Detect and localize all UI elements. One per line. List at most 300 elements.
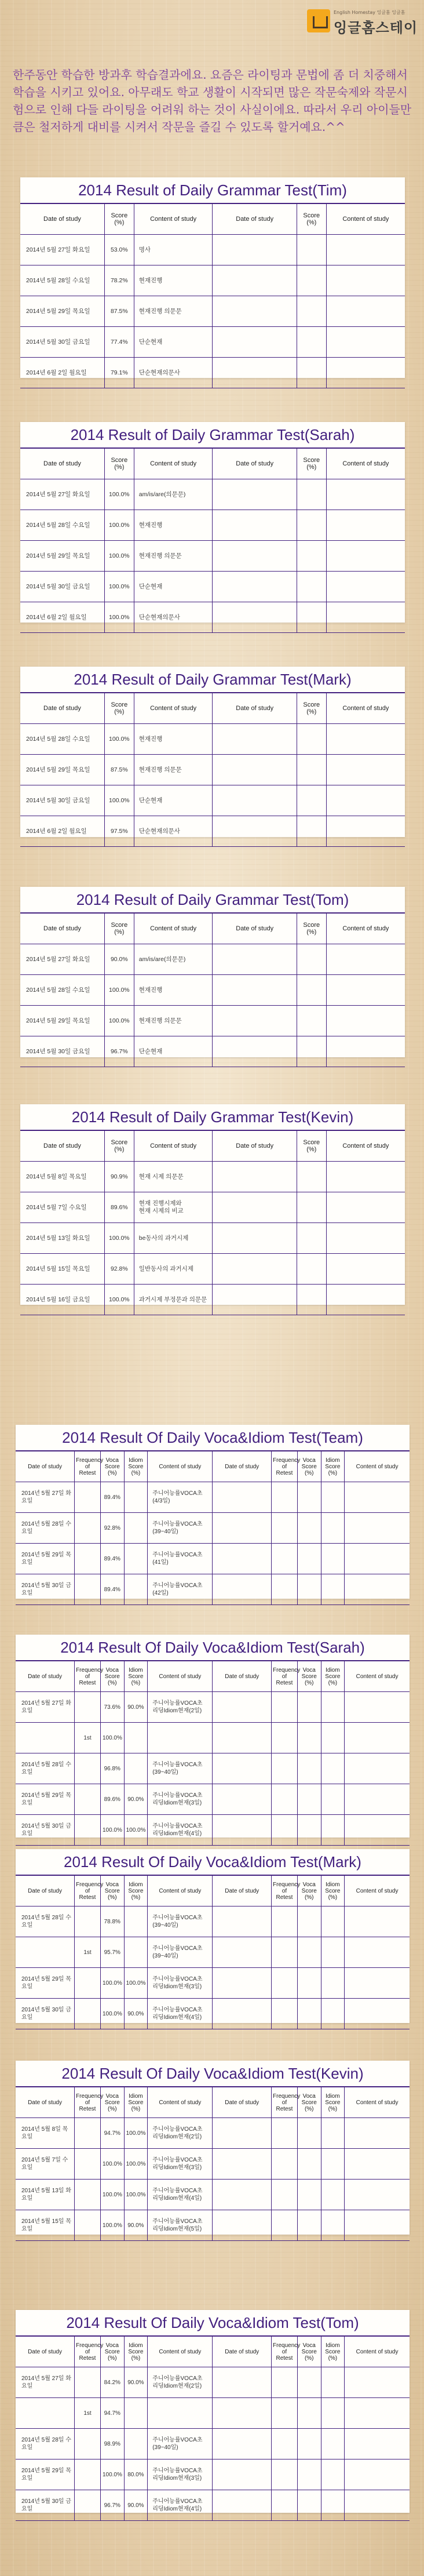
empty-cell	[213, 602, 297, 633]
retest-frequency-cell	[75, 1906, 101, 1937]
empty-cell	[213, 1223, 297, 1254]
empty-cell	[213, 816, 297, 847]
empty-cell	[297, 1254, 326, 1285]
column-header: Frequency of Retest	[75, 2087, 101, 2118]
content-cell: 주니어능률VOCA초 리딩Idiom현재(4일)	[148, 1815, 213, 1846]
empty-cell	[321, 1784, 345, 1815]
voca-score-cell: 100.0%	[100, 1815, 124, 1846]
content-cell: 주니어능률VOCA초 리딩Idiom현재(4일)	[148, 2490, 213, 2521]
empty-cell	[272, 2429, 298, 2459]
content-cell: 단순현재의문사	[134, 602, 213, 633]
empty-cell	[321, 2459, 345, 2490]
score-cell: 100.0%	[104, 724, 134, 755]
idiom-score-cell: 90.0%	[124, 2210, 148, 2241]
empty-cell	[297, 510, 326, 541]
empty-cell	[345, 1937, 410, 1968]
card-title: 2014 Result of Daily Grammar Test(Tim)	[20, 177, 405, 204]
empty-cell	[326, 1162, 405, 1192]
empty-cell	[272, 1544, 298, 1574]
grammar-result-card	[20, 1104, 405, 1305]
empty-cell	[297, 1906, 321, 1937]
column-header: Date of study	[20, 914, 104, 944]
column-header: Date of study	[16, 2337, 75, 2367]
retest-frequency-cell	[75, 1753, 101, 1784]
score-cell: 100.0%	[104, 510, 134, 541]
idiom-score-cell	[124, 1753, 148, 1784]
content-cell: 단순현재	[134, 785, 213, 816]
empty-cell	[345, 1723, 410, 1753]
empty-cell	[272, 1574, 298, 1605]
column-header: Content of study	[326, 1131, 405, 1162]
empty-cell	[213, 1574, 272, 1605]
empty-cell	[297, 265, 326, 296]
score-cell: 100.0%	[104, 1223, 134, 1254]
empty-cell	[326, 816, 405, 847]
column-header: Content of study	[326, 204, 405, 235]
column-header: Date of study	[213, 2087, 272, 2118]
card-title: 2014 Result of Daily Grammar Test(Tom)	[20, 887, 405, 914]
table-row	[20, 1254, 405, 1285]
voca-result-table	[16, 1451, 410, 1605]
empty-cell	[213, 2118, 272, 2149]
column-header: Frequency of Retest	[75, 1451, 101, 1482]
empty-cell	[297, 975, 326, 1006]
study-date-cell: 2014년 5월 15일 목요일	[20, 1254, 104, 1285]
column-header: Date of study	[20, 1131, 104, 1162]
table-row	[16, 1815, 410, 1846]
grammar-result-card	[20, 887, 405, 1057]
score-cell: 53.0%	[104, 235, 134, 265]
voca-score-cell: 73.6%	[100, 1692, 124, 1723]
idiom-score-cell	[124, 1937, 148, 1968]
voca-result-table	[16, 2337, 410, 2521]
logo-tagline: English Homestay 잉글홈 잉글홈	[334, 10, 405, 15]
retest-frequency-cell	[75, 1574, 101, 1605]
empty-cell	[272, 2149, 298, 2180]
table-header-row	[16, 1876, 410, 1906]
empty-cell	[213, 975, 297, 1006]
empty-cell	[326, 358, 405, 388]
empty-cell	[272, 1753, 298, 1784]
empty-cell	[326, 755, 405, 785]
voca-result-table	[16, 1876, 410, 2029]
empty-cell	[213, 572, 297, 602]
empty-cell	[345, 2398, 410, 2429]
table-header-row	[20, 204, 405, 235]
table-row	[20, 724, 405, 755]
column-header: Frequency of Retest	[272, 2337, 298, 2367]
column-header: Voca Score (%)	[297, 1661, 321, 1692]
grammar-result-card	[20, 177, 405, 378]
table-row	[20, 479, 405, 510]
voca-score-cell: 100.0%	[100, 1968, 124, 1999]
empty-cell	[321, 1906, 345, 1937]
empty-cell	[213, 755, 297, 785]
column-header: Content of study	[326, 449, 405, 479]
empty-cell	[326, 975, 405, 1006]
idiom-score-cell: 100.0%	[124, 1815, 148, 1846]
empty-cell	[213, 1723, 272, 1753]
column-header: Score (%)	[104, 914, 134, 944]
empty-cell	[213, 944, 297, 975]
content-cell: 단순현재의문사	[134, 816, 213, 847]
empty-cell	[297, 1285, 326, 1315]
table-header-row	[20, 1131, 405, 1162]
empty-cell	[297, 572, 326, 602]
table-row	[20, 265, 405, 296]
empty-cell	[345, 1999, 410, 2029]
study-date-cell: 2014년 5월 27일 화요일	[20, 944, 104, 975]
table-row	[20, 1223, 405, 1254]
empty-cell	[297, 1544, 321, 1574]
content-cell: 주니어능률VOCA초 (42일)	[148, 1574, 213, 1605]
column-header: Content of study	[148, 1661, 213, 1692]
content-cell: 현재진행	[134, 724, 213, 755]
empty-cell	[297, 755, 326, 785]
empty-cell	[345, 2367, 410, 2398]
voca-result-card	[16, 1425, 410, 1599]
voca-score-cell: 100.0%	[100, 2210, 124, 2241]
voca-score-cell: 100.0%	[100, 2180, 124, 2210]
study-date-cell: 2014년 5월 15일 목요일	[16, 2210, 75, 2241]
table-row	[20, 602, 405, 633]
table-header-row	[20, 693, 405, 724]
column-header: Voca Score (%)	[100, 1661, 124, 1692]
study-date-cell: 2014년 5월 30일 금요일	[16, 1999, 75, 2029]
table-row	[20, 327, 405, 358]
empty-cell	[297, 2180, 321, 2210]
empty-cell	[272, 1482, 298, 1513]
table-row	[16, 1937, 410, 1968]
score-cell: 100.0%	[104, 1006, 134, 1036]
retest-frequency-cell	[75, 1968, 101, 1999]
empty-cell	[272, 1692, 298, 1723]
study-date-cell: 2014년 5월 30일 금요일	[20, 1036, 104, 1067]
column-header: Voca Score (%)	[100, 1451, 124, 1482]
empty-cell	[213, 1513, 272, 1544]
study-date-cell: 2014년 5월 16일 금요일	[20, 1285, 104, 1315]
content-cell: 현재진행 의문문	[134, 541, 213, 572]
column-header: Content of study	[345, 2087, 410, 2118]
content-cell: 현재진행	[134, 975, 213, 1006]
column-header: Date of study	[20, 449, 104, 479]
idiom-score-cell: 100.0%	[124, 2149, 148, 2180]
empty-cell	[213, 2459, 272, 2490]
study-date-cell: 2014년 5월 28일 수요일	[20, 265, 104, 296]
empty-cell	[326, 510, 405, 541]
empty-cell	[321, 1544, 345, 1574]
score-cell: 100.0%	[104, 479, 134, 510]
study-date-cell: 2014년 5월 28일 수요일	[16, 1906, 75, 1937]
study-date-cell: 2014년 5월 29일 목요일	[20, 755, 104, 785]
table-row	[16, 2459, 410, 2490]
card-title: 2014 Result Of Daily Voca&Idiom Test(Team)	[16, 1425, 410, 1451]
retest-frequency-cell	[75, 2210, 101, 2241]
empty-cell	[321, 1574, 345, 1605]
score-cell: 97.5%	[104, 816, 134, 847]
empty-cell	[213, 1036, 297, 1067]
empty-cell	[213, 2149, 272, 2180]
study-date-cell: 2014년 5월 27일 화요일	[16, 1692, 75, 1723]
column-header: Frequency of Retest	[272, 1451, 298, 1482]
voca-score-cell: 89.4%	[100, 1574, 124, 1605]
voca-score-cell: 89.4%	[100, 1482, 124, 1513]
score-cell: 87.5%	[104, 755, 134, 785]
content-cell: 주니어능률VOCA초 (39~40일)	[148, 1513, 213, 1544]
table-row	[16, 2367, 410, 2398]
column-header: Date of study	[213, 914, 297, 944]
empty-cell	[297, 1574, 321, 1605]
content-cell: 주니어능률VOCA초 리딩Idiom현재(2일)	[148, 2367, 213, 2398]
empty-cell	[297, 358, 326, 388]
column-header: Score (%)	[297, 449, 326, 479]
study-date-cell: 2014년 5월 29일 목요일	[20, 541, 104, 572]
empty-cell	[326, 296, 405, 327]
empty-cell	[345, 1753, 410, 1784]
voca-score-cell: 95.7%	[100, 1937, 124, 1968]
empty-cell	[326, 479, 405, 510]
column-header: Date of study	[213, 1451, 272, 1482]
column-header: Date of study	[16, 1876, 75, 1906]
table-row	[16, 2490, 410, 2521]
empty-cell	[297, 2149, 321, 2180]
idiom-score-cell: 100.0%	[124, 2118, 148, 2149]
empty-cell	[213, 1692, 272, 1723]
table-row	[20, 572, 405, 602]
empty-cell	[326, 572, 405, 602]
empty-cell	[326, 1036, 405, 1067]
idiom-score-cell	[124, 1574, 148, 1605]
table-row	[20, 975, 405, 1006]
table-row	[16, 2398, 410, 2429]
table-row	[16, 2180, 410, 2210]
empty-cell	[213, 2180, 272, 2210]
study-date-cell: 2014년 5월 28일 수요일	[16, 2429, 75, 2459]
empty-cell	[297, 944, 326, 975]
voca-score-cell: 84.2%	[100, 2367, 124, 2398]
empty-cell	[297, 1815, 321, 1846]
empty-cell	[272, 1937, 298, 1968]
content-cell: 주니어능률VOCA초 리딩Idiom현재(3일)	[148, 1784, 213, 1815]
content-cell: am/is/are(의문문)	[134, 479, 213, 510]
voca-score-cell: 100.0%	[100, 2459, 124, 2490]
table-row	[20, 944, 405, 975]
retest-frequency-cell	[75, 2367, 101, 2398]
column-header: Date of study	[213, 204, 297, 235]
idiom-score-cell: 90.0%	[124, 1692, 148, 1723]
retest-frequency-cell	[75, 2180, 101, 2210]
empty-cell	[297, 541, 326, 572]
score-cell: 100.0%	[104, 975, 134, 1006]
voca-result-card	[16, 2310, 410, 2513]
empty-cell	[213, 1162, 297, 1192]
study-date-cell: 2014년 6월 2일 월요일	[20, 358, 104, 388]
empty-cell	[345, 2210, 410, 2241]
table-header-row	[16, 2337, 410, 2367]
grammar-result-card	[20, 667, 405, 837]
empty-cell	[213, 2429, 272, 2459]
brand-logo[interactable]	[307, 6, 417, 38]
column-header: Score (%)	[297, 1131, 326, 1162]
column-header: Idiom Score (%)	[124, 2337, 148, 2367]
empty-cell	[272, 1815, 298, 1846]
empty-cell	[297, 327, 326, 358]
empty-cell	[326, 1006, 405, 1036]
column-header: Idiom Score (%)	[321, 1661, 345, 1692]
column-header: Content of study	[326, 693, 405, 724]
empty-cell	[213, 785, 297, 816]
retest-frequency-cell	[75, 2118, 101, 2149]
empty-cell	[326, 1254, 405, 1285]
content-cell: 주니어능률VOCA초 (4/3일)	[148, 1482, 213, 1513]
table-row	[16, 1574, 410, 1605]
table-row	[20, 1162, 405, 1192]
study-date-cell: 2014년 6월 2일 월요일	[20, 816, 104, 847]
table-row	[20, 785, 405, 816]
table-row	[16, 1906, 410, 1937]
table-row	[16, 1482, 410, 1513]
study-date-cell: 2014년 5월 29일 목요일	[16, 1544, 75, 1574]
empty-cell	[213, 1784, 272, 1815]
column-header: Idiom Score (%)	[124, 1876, 148, 1906]
table-row	[20, 755, 405, 785]
empty-cell	[326, 235, 405, 265]
idiom-score-cell	[124, 2398, 148, 2429]
content-cell: am/is/are(의문문)	[134, 944, 213, 975]
table-row	[16, 1723, 410, 1753]
study-date-cell: 2014년 5월 28일 수요일	[16, 1513, 75, 1544]
empty-cell	[272, 1968, 298, 1999]
empty-cell	[272, 2459, 298, 2490]
empty-cell	[321, 1723, 345, 1753]
empty-cell	[321, 2367, 345, 2398]
content-cell: 현재진행 의문문	[134, 296, 213, 327]
empty-cell	[272, 1513, 298, 1544]
column-header: Voca Score (%)	[297, 1876, 321, 1906]
voca-result-table	[16, 2087, 410, 2241]
empty-cell	[272, 2180, 298, 2210]
empty-cell	[297, 1162, 326, 1192]
content-cell: 주니어능률VOCA초 리딩Idiom현재(4일)	[148, 2180, 213, 2210]
content-cell: 일반동사의 과거시제	[134, 1254, 213, 1285]
content-cell: 단순현재	[134, 1036, 213, 1067]
empty-cell	[297, 1999, 321, 2029]
empty-cell	[213, 724, 297, 755]
table-row	[20, 510, 405, 541]
empty-cell	[297, 1968, 321, 1999]
empty-cell	[272, 1906, 298, 1937]
empty-cell	[297, 1482, 321, 1513]
empty-cell	[345, 2149, 410, 2180]
empty-cell	[213, 1753, 272, 1784]
empty-cell	[213, 1192, 297, 1223]
column-header: Voca Score (%)	[100, 2337, 124, 2367]
content-cell: 명사	[134, 235, 213, 265]
content-cell: 주니어능률VOCA초 리딩Idiom현재(4일)	[148, 1999, 213, 2029]
study-date-cell: 2014년 5월 7일 수요일	[20, 1192, 104, 1223]
table-row	[16, 2429, 410, 2459]
content-cell: 단순현재	[134, 327, 213, 358]
score-cell: 89.6%	[104, 1192, 134, 1223]
retest-frequency-cell: 1st	[75, 2398, 101, 2429]
column-header: Date of study	[20, 204, 104, 235]
table-row	[16, 1753, 410, 1784]
empty-cell	[345, 1692, 410, 1723]
empty-cell	[326, 785, 405, 816]
content-cell: 단순현재	[134, 572, 213, 602]
column-header: Idiom Score (%)	[124, 1661, 148, 1692]
column-header: Content of study	[134, 693, 213, 724]
study-date-cell	[16, 2398, 75, 2429]
table-row	[16, 1968, 410, 1999]
empty-cell	[321, 2398, 345, 2429]
content-cell: 주니어능률VOCA초 리딩Idiom현재(5일)	[148, 2210, 213, 2241]
content-cell: 현재 시제 의문문	[134, 1162, 213, 1192]
content-cell: be동사의 과거시제	[134, 1223, 213, 1254]
empty-cell	[297, 1192, 326, 1223]
empty-cell	[321, 2490, 345, 2521]
empty-cell	[297, 235, 326, 265]
table-header-row	[20, 449, 405, 479]
column-header: Date of study	[213, 1131, 297, 1162]
empty-cell	[272, 2210, 298, 2241]
content-cell: 주니어능률VOCA초 리딩Idiom현재(3일)	[148, 1968, 213, 1999]
empty-cell	[326, 541, 405, 572]
empty-cell	[213, 1906, 272, 1937]
table-row	[16, 1784, 410, 1815]
column-header: Score (%)	[297, 914, 326, 944]
column-header: Date of study	[213, 449, 297, 479]
empty-cell	[213, 1285, 297, 1315]
table-row	[16, 2210, 410, 2241]
study-date-cell: 2014년 5월 27일 화요일	[16, 2367, 75, 2398]
column-header: Idiom Score (%)	[321, 2087, 345, 2118]
logo-name: 잉글홈스테이	[334, 20, 418, 36]
score-cell: 96.7%	[104, 1036, 134, 1067]
column-header: Content of study	[345, 2337, 410, 2367]
empty-cell	[213, 541, 297, 572]
column-header: Content of study	[134, 914, 213, 944]
table-row	[16, 1692, 410, 1723]
grammar-result-table	[20, 449, 405, 633]
empty-cell	[213, 1937, 272, 1968]
table-row	[16, 1513, 410, 1544]
score-cell: 92.8%	[104, 1254, 134, 1285]
retest-frequency-cell	[75, 1513, 101, 1544]
retest-frequency-cell	[75, 1692, 101, 1723]
table-row	[20, 296, 405, 327]
empty-cell	[345, 1784, 410, 1815]
empty-cell	[321, 1999, 345, 2029]
column-header: Content of study	[345, 1876, 410, 1906]
column-header: Voca Score (%)	[297, 1451, 321, 1482]
grammar-result-table	[20, 1131, 405, 1315]
column-header: Frequency of Retest	[75, 1876, 101, 1906]
voca-score-cell: 100.0%	[100, 1723, 124, 1753]
empty-cell	[345, 1482, 410, 1513]
grammar-result-card	[20, 422, 405, 623]
empty-cell	[321, 1815, 345, 1846]
empty-cell	[326, 602, 405, 633]
empty-cell	[213, 1999, 272, 2029]
study-date-cell: 2014년 5월 13일 화요일	[20, 1223, 104, 1254]
table-header-row	[16, 2087, 410, 2118]
empty-cell	[297, 2459, 321, 2490]
empty-cell	[213, 2367, 272, 2398]
empty-cell	[297, 1937, 321, 1968]
idiom-score-cell: 100.0%	[124, 2180, 148, 2210]
study-date-cell: 2014년 5월 30일 금요일	[16, 2490, 75, 2521]
